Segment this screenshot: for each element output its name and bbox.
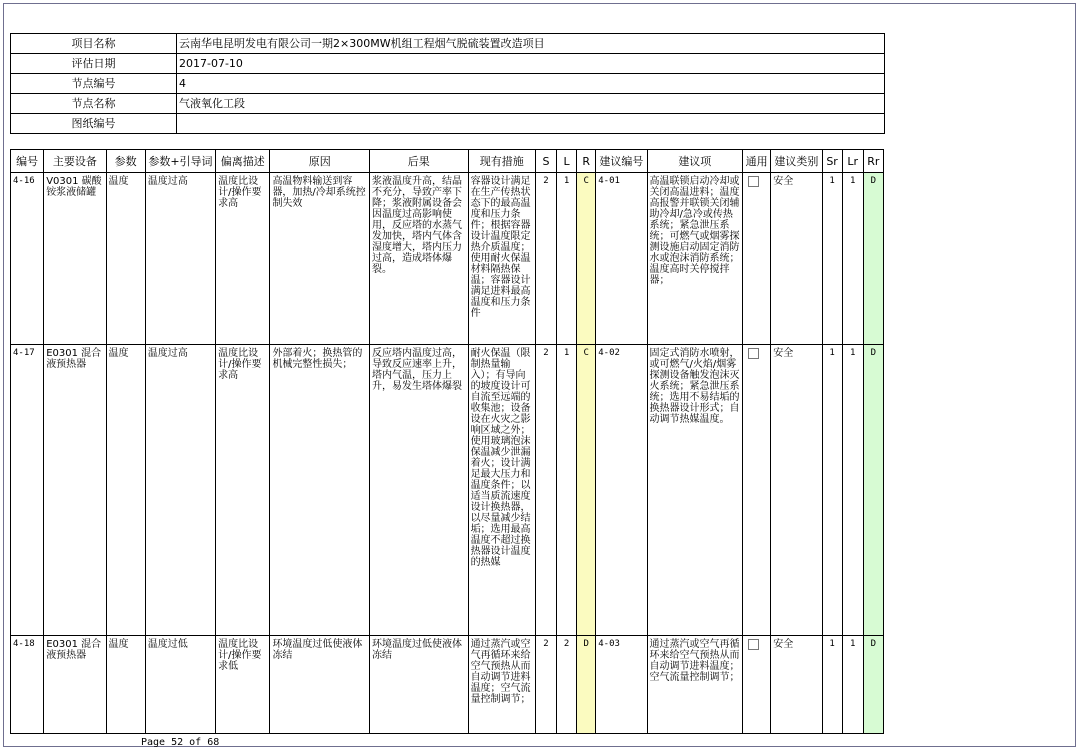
cell-sr: 1: [822, 636, 842, 734]
cell-consequence: 反应塔内温度过高，导致反应速率上升，塔内气温，压力上升，易发生塔体爆裂: [370, 345, 469, 636]
col-header-param: 参数: [106, 150, 145, 173]
cell-consequence: 浆液温度升高，结晶不充分，导致产率下降；浆液附属设备会因温度过高影响使用，反应塔的水蒸气发加快，塔内气体含湿度增大，塔内压力过高，造成塔体爆裂。: [370, 173, 469, 345]
col-header-s: S: [535, 150, 556, 173]
info-row-date: [11, 54, 885, 74]
cell-deviation: 温度比设计/操作要求低: [216, 636, 270, 734]
cell-guide: 温度过高: [145, 173, 215, 345]
col-header-equipment: 主要设备: [44, 150, 106, 173]
col-header-r: R: [577, 150, 596, 173]
cell-cause: 环境温度过低使液体冻结: [270, 636, 370, 734]
col-header-deviation: 偏离描述: [216, 150, 270, 173]
col-header-lr: Lr: [842, 150, 863, 173]
col-header-sr: Sr: [822, 150, 842, 173]
eval-date-label: 评估日期: [11, 54, 177, 74]
cell-sr: 1: [822, 173, 842, 345]
cell-measures: 通过蒸汽或空气再循环来给空气预热从而自动调节进料温度；空气流量控制调节；: [468, 636, 535, 734]
col-header-measures: 现有措施: [468, 150, 535, 173]
cell-measures: 容器设计满足在生产传热状态下的最高温度和压力条件；根据容器设计温度限定热介质温度；使用耐火保温材料隔热保温；容器设计满足进料最高温度和压力条件: [468, 173, 535, 345]
col-header-rec: 建议项: [647, 150, 743, 173]
cell-lr: 1: [842, 636, 863, 734]
cell-rec-no: 4-03: [596, 636, 647, 734]
cell-id: 4-16: [11, 173, 44, 345]
cell-lr: 1: [842, 173, 863, 345]
cell-cause: 高温物料输送到容器，加热/冷却系统控制失效: [270, 173, 370, 345]
node-name-value: 气液氧化工段: [177, 94, 885, 114]
cell-id: 4-17: [11, 345, 44, 636]
col-header-guide: 参数+引导词: [145, 150, 215, 173]
col-header-cause: 原因: [270, 150, 370, 173]
cell-param: 温度: [106, 345, 145, 636]
cell-rr: D: [863, 173, 883, 345]
cell-param: 温度: [106, 636, 145, 734]
cell-cause: 外部着火；换热管的机械完整性损失；: [270, 345, 370, 636]
cell-param: 温度: [106, 173, 145, 345]
drawing-number-value: [177, 114, 885, 134]
cell-general: [743, 173, 771, 345]
cell-rec: 通过蒸汽或空气再循环来给空气预热从而自动调节进料温度；空气流量控制调节；: [647, 636, 743, 734]
cell-l: 1: [557, 173, 577, 345]
project-name-value: 云南华电昆明发电有限公司一期2×300MW机组工程烟气脱硫装置改造项目: [177, 34, 885, 54]
cell-s: 2: [535, 345, 556, 636]
cell-r: C: [577, 173, 596, 345]
node-number-label: 节点编号: [11, 74, 177, 94]
info-row-node-no: [11, 74, 885, 94]
project-name-label: 项目名称: [11, 34, 177, 54]
cell-rec-no: 4-02: [596, 345, 647, 636]
cell-lr: 1: [842, 345, 863, 636]
cell-rec-no: 4-01: [596, 173, 647, 345]
general-checkbox[interactable]: [748, 348, 759, 359]
col-header-category: 建议类别: [771, 150, 822, 173]
cell-guide: 温度过低: [145, 636, 215, 734]
table-row: [11, 173, 884, 345]
page-number: Page 52 of 68: [141, 737, 220, 748]
cell-deviation: 温度比设计/操作要求高: [216, 345, 270, 636]
drawing-number-label: 图纸编号: [11, 114, 177, 134]
cell-general: [743, 636, 771, 734]
cell-s: 2: [535, 636, 556, 734]
cell-rr: D: [863, 345, 883, 636]
project-info-table: [10, 33, 885, 134]
cell-consequence: 环境温度过低使液体冻结: [370, 636, 469, 734]
cell-category: 安全: [771, 636, 822, 734]
cell-rec: 高温联锁启动冷却或关闭高温进料；温度高报警并联锁关闭辅助冷却/急冷或传热系统；紧急泄压系统；可燃气或烟雾探测设施启动固定消防水或泡沫消防系统；温度高时关停搅拌器；: [647, 173, 743, 345]
col-header-general: 通用: [743, 150, 771, 173]
cell-sr: 1: [822, 345, 842, 636]
col-header-l: L: [557, 150, 577, 173]
cell-rr: D: [863, 636, 883, 734]
table-row: [11, 636, 884, 734]
cell-measures: 耐火保温（限制热量输入）；有导向的坡度设计可自流至远端的收集池；设备设在火灾之影响区域之外；使用玻璃泡沫保温减少泄漏着火；设计满足最大压力和温度条件；以适当质流速度设计换热器，以尽量减少结垢；选用最高温度不超过换热器设计温度的热媒: [468, 345, 535, 636]
hazop-table: [10, 149, 884, 734]
cell-category: 安全: [771, 173, 822, 345]
eval-date-value: 2017-07-10: [177, 54, 885, 74]
cell-r: D: [577, 636, 596, 734]
info-row-node-name: [11, 94, 885, 114]
cell-rec: 固定式消防水喷射，或可燃气/火焰/烟雾探测设备触发泡沫灭火系统；紧急泄压系统；选用不易结垢的换热器设计形式；自动调节热媒温度。: [647, 345, 743, 636]
cell-r: C: [577, 345, 596, 636]
node-name-label: 节点名称: [11, 94, 177, 114]
info-row-project: [11, 34, 885, 54]
cell-guide: 温度过高: [145, 345, 215, 636]
cell-equipment: V0301 碳酸铵浆液储罐: [44, 173, 106, 345]
cell-general: [743, 345, 771, 636]
cell-id: 4-18: [11, 636, 44, 734]
col-header-rec-no: 建议编号: [596, 150, 647, 173]
table-row: [11, 345, 884, 636]
cell-equipment: E0301 混合液预热器: [44, 345, 106, 636]
col-header-consequence: 后果: [370, 150, 469, 173]
node-number-value: 4: [177, 74, 885, 94]
cell-equipment: E0301 混合液预热器: [44, 636, 106, 734]
col-header-id: 编号: [11, 150, 44, 173]
general-checkbox[interactable]: [748, 176, 759, 187]
cell-l: 2: [557, 636, 577, 734]
header-row: [11, 150, 884, 173]
col-header-rr: Rr: [863, 150, 883, 173]
cell-category: 安全: [771, 345, 822, 636]
cell-s: 2: [535, 173, 556, 345]
cell-deviation: 温度比设计/操作要求高: [216, 173, 270, 345]
general-checkbox[interactable]: [748, 639, 759, 650]
cell-l: 1: [557, 345, 577, 636]
info-row-drawing: [11, 114, 885, 134]
